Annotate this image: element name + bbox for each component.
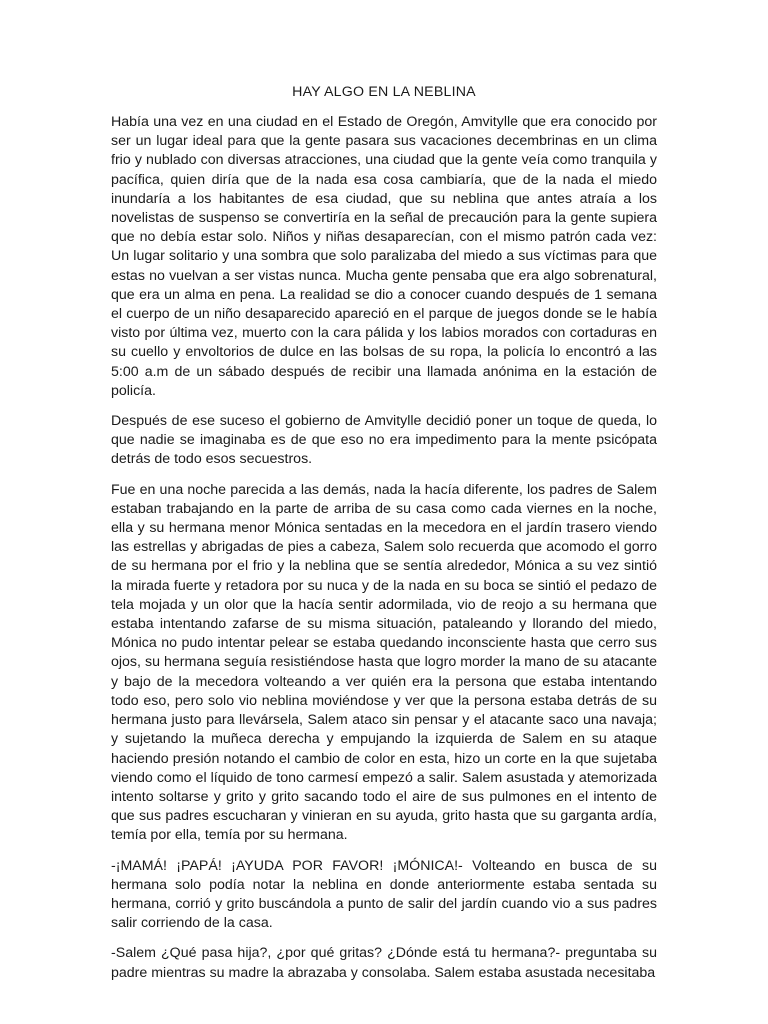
paragraph-2: Después de ese suceso el gobierno de Amvitylle decidió poner un toque de queda, lo que nadie se imaginaba es de que eso no era impedimento para la mente psicópata detrás de todo esos secuestros. [111, 413, 657, 468]
paragraph-3: Fue en una noche parecida a las demás, nada la hacía diferente, los padres de Salem estaban trabajando en la parte de arriba de su casa como cada viernes en la noche, ella y su hermana menor Mónica sentadas en la mecedora en el jardín trasero viendo las estrellas y abrigadas de pies a cabeza, Salem solo recuerda que acomodo el gorro de su hermana por el frio y la neblina que se sentía alrededor, Mónica a su vez sintió la mirada fuerte y retadora por su nuca y de la nada en su boca se sintió el pedazo de tela mojada y un olor que la hacía sentir adormilada, vio de reojo a su hermana que estaba intentando zafarse de su misma situación, pataleando y llorando del miedo, Mónica no pudo intentar pelear se estaba quedando inconsciente hasta que cerro sus ojos, su hermana seguía resistiéndose hasta que logro morder la mano de su atacante y bajo de la mecedora volteando a ver quién era la persona que estaba intentando todo eso, pero solo vio neblina moviéndose y ver que la persona estaba detrás de su hermana justo para llevársela, Salem ataco sin pensar y el atacante saco una navaja; y sujetando la muñeca derecha y empujando la izquierda de Salem en su ataque haciendo presión notando el cambio de color en esta, hizo un corte en la que sujetaba viendo como el líquido de tono carmesí empezó a salir. Salem asustada y atemorizada intento soltarse y grito y grito sacando todo el aire de sus pulmones en el intento de que sus padres escucharan y vinieran en su ayuda, grito hasta que su garganta ardía, temía por ella, temía por su hermana. [111, 481, 657, 844]
document-body [111, 113, 657, 994]
paragraph-1: Había una vez en una ciudad en el Estado de Oregón, Amvitylle que era conocido por ser un lugar ideal para que la gente pasara sus vacaciones decembrinas en un clima frio y nublado con diversas atracciones, una ciudad que la gente veía como tranquila y pacífica, quien diría que de la nada esa cosa cambiaría, que de la nada el miedo inundaría a los habitantes de esa ciudad, que su neblina que antes atraía a los novelistas de suspenso se convertiría en la señal de precaución para la gente supiera que no debía estar solo. Niños y niñas desaparecían, con el mismo patrón cada vez: Un lugar solitario y una sombra que solo paralizaba del miedo a sus víctimas para que estas no vuelvan a ser vistas nunca. Mucha gente pensaba que era algo sobrenatural, que era un alma en pena. La realidad se dio a conocer cuando después de 1 semana el cuerpo de un niño desaparecido apareció en el parque de juegos donde se le había visto por última vez, muerto con la cara pálida y los labios morados con cortaduras en su cuello y envoltorios de dulce en las bolsas de su ropa, la policía lo encontró a las 5:00 a.m de un sábado después de recibir una llamada anónima en la estación de policía. [111, 114, 657, 399]
paragraph-4: -¡MAMÁ! ¡PAPÁ! ¡AYUDA POR FAVOR! ¡MÓNICA!- Volteando en busca de su hermana solo podía notar la neblina en donde anteriormente estaba sentada su hermana, corrió y grito buscándola a punto de salir del jardín cuando vio a sus padres salir corriendo de la casa. [111, 857, 657, 932]
paragraph-5: -Salem ¿Qué pasa hija?, ¿por qué gritas? ¿Dónde está tu hermana?- preguntaba su padre mientras su madre la abrazaba y consolaba. Salem estaba asustada necesitaba [111, 945, 657, 981]
document-title: HAY ALGO EN LA NEBLINA [292, 84, 476, 100]
